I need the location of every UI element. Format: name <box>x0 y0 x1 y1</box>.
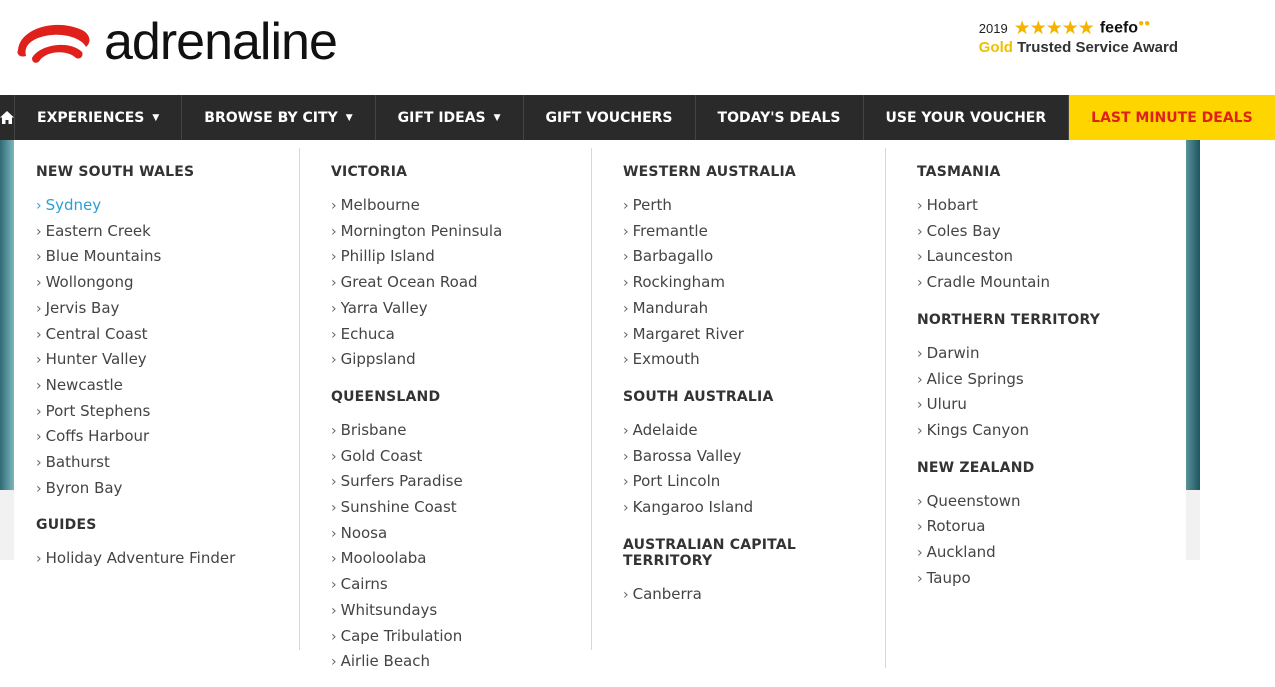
city-link[interactable] <box>917 514 1100 540</box>
city-link-label: Cairns <box>340 575 388 594</box>
city-link-label: Gold Coast <box>340 446 423 465</box>
feefo-brand-text: feefo <box>1099 19 1139 37</box>
city-link-label: Rockingham <box>632 273 725 292</box>
city-link-label: Coffs Harbour <box>45 427 150 446</box>
chevron-right-icon: › <box>36 198 42 214</box>
city-link-label: Cradle Mountain <box>926 273 1051 292</box>
chevron-right-icon: › <box>331 352 337 369</box>
city-link[interactable] <box>623 270 796 296</box>
city-link[interactable] <box>623 193 796 219</box>
region-links-nsw <box>36 193 235 501</box>
city-link-label: Yarra Valley <box>340 298 428 317</box>
site-header <box>0 0 1200 95</box>
chevron-right-icon: › <box>623 326 629 343</box>
city-link-label: Auckland <box>926 543 996 562</box>
nav-home[interactable] <box>0 95 15 140</box>
chevron-right-icon: › <box>917 545 923 562</box>
city-link-label: Whitsundays <box>340 600 438 619</box>
chevron-right-icon: › <box>36 377 42 394</box>
region-links-vic <box>331 193 502 373</box>
chevron-right-icon: › <box>623 474 629 491</box>
chevron-right-icon: › <box>331 198 337 214</box>
city-link-label: Darwin <box>926 343 980 362</box>
city-link-label: Kings Canyon <box>926 420 1029 439</box>
nav-label: EXPERIENCES <box>37 109 145 126</box>
city-link[interactable] <box>623 244 796 270</box>
chevron-right-icon: › <box>917 493 923 510</box>
chevron-right-icon: › <box>36 551 42 568</box>
chevron-right-icon: › <box>623 586 629 603</box>
city-link[interactable] <box>36 373 235 399</box>
nav-label: TODAY'S DEALS <box>717 109 841 126</box>
chevron-right-icon: › <box>623 448 629 465</box>
city-link[interactable] <box>331 521 502 547</box>
city-link-label: Great Ocean Road <box>340 273 478 292</box>
chevron-right-icon: › <box>623 223 629 240</box>
city-link-label: Alice Springs <box>926 369 1024 388</box>
city-link-label: Mooloolaba <box>340 549 427 568</box>
region-links-guides <box>36 546 235 572</box>
chevron-right-icon: › <box>623 300 629 317</box>
region-title-act <box>623 537 796 569</box>
city-link[interactable] <box>36 322 235 348</box>
city-link-label: Margaret River <box>632 324 744 343</box>
region-title-sa: SOUTH AUSTRALIA <box>623 388 774 405</box>
city-link[interactable] <box>36 399 235 425</box>
chevron-right-icon: › <box>917 345 923 362</box>
nav-label: GIFT IDEAS <box>397 109 486 126</box>
chevron-right-icon: › <box>36 275 42 292</box>
region-links-tas <box>917 193 1100 296</box>
nav-browse-by-city[interactable] <box>182 95 375 140</box>
chevron-right-icon: › <box>917 223 923 240</box>
city-link[interactable] <box>623 495 796 521</box>
nav-label: LAST MINUTE DEALS <box>1091 109 1253 126</box>
city-link-label: Brisbane <box>340 420 407 439</box>
city-link[interactable] <box>917 566 1100 592</box>
city-link-label: Jervis Bay <box>45 298 120 317</box>
region-title-act-line2: TERRITORY <box>623 552 713 569</box>
nav-experiences[interactable] <box>15 95 182 140</box>
chevron-right-icon: › <box>331 474 337 491</box>
city-link-label: Taupo <box>926 568 971 587</box>
home-icon <box>0 111 14 124</box>
city-link[interactable] <box>623 418 796 444</box>
caret-down-icon: ▼ <box>152 112 160 123</box>
region-links-act <box>623 582 796 608</box>
nav-todays-deals[interactable] <box>696 95 864 140</box>
chevron-right-icon: › <box>917 397 923 414</box>
city-link[interactable] <box>331 624 502 650</box>
city-link-label: Sunshine Coast <box>340 498 457 517</box>
chevron-right-icon: › <box>331 448 337 465</box>
city-link[interactable] <box>623 322 796 348</box>
region-title-nsw: NEW SOUTH WALES <box>36 164 195 180</box>
city-link-label: Launceston <box>926 247 1014 266</box>
region-links-wa <box>623 193 796 373</box>
site-logo[interactable] <box>12 14 337 70</box>
city-link[interactable] <box>331 444 502 470</box>
region-title-wa: WESTERN AUSTRALIA <box>623 164 796 180</box>
region-title-vic: VICTORIA <box>331 164 408 180</box>
city-link[interactable] <box>331 495 502 521</box>
city-link[interactable] <box>623 582 796 608</box>
chevron-right-icon: › <box>36 403 42 420</box>
region-title-nt: NORTHERN TERRITORY <box>917 311 1101 328</box>
city-link-label: Bathurst <box>45 453 110 472</box>
city-link-label: Surfers Paradise <box>340 472 463 491</box>
city-link[interactable] <box>331 469 502 495</box>
region-links-qld <box>331 418 502 675</box>
city-link-label: Wollongong <box>45 273 134 292</box>
chevron-right-icon: › <box>331 551 337 568</box>
city-link-label: Eastern Creek <box>45 221 151 240</box>
main-nav <box>0 95 1253 140</box>
nav-last-minute-deals[interactable] <box>1069 95 1275 140</box>
chevron-right-icon: › <box>331 577 337 594</box>
column-divider <box>299 148 300 650</box>
region-links-nt <box>917 341 1100 444</box>
city-link[interactable] <box>917 341 1100 367</box>
city-link-label: Gippsland <box>340 350 416 369</box>
chevron-right-icon: › <box>623 422 629 439</box>
chevron-right-icon: › <box>917 570 923 587</box>
region-title-guides: GUIDES <box>36 517 97 534</box>
city-link-label: Melbourne <box>340 196 420 214</box>
chevron-right-icon: › <box>331 628 337 645</box>
city-link-label: Queenstown <box>926 491 1021 510</box>
feefo-dots-icon: ●● <box>1138 18 1151 30</box>
chevron-right-icon: › <box>36 249 42 266</box>
chevron-right-icon: › <box>331 300 337 317</box>
city-link-label: Canberra <box>632 584 702 603</box>
city-link-label: Central Coast <box>45 324 148 343</box>
chevron-right-icon: › <box>36 223 42 240</box>
city-link[interactable] <box>331 322 502 348</box>
city-link-label: Echuca <box>340 324 395 343</box>
nav-label: GIFT VOUCHERS <box>545 109 673 126</box>
chevron-right-icon: › <box>36 455 42 472</box>
chevron-right-icon: › <box>331 422 337 439</box>
city-link[interactable] <box>36 450 235 476</box>
award-gold-text: Gold <box>978 39 1013 56</box>
chevron-right-icon: › <box>36 480 42 497</box>
chevron-right-icon: › <box>36 352 42 369</box>
city-link[interactable] <box>331 296 502 322</box>
nav-label: USE YOUR VOUCHER <box>885 109 1047 126</box>
city-link-label: Coles Bay <box>926 221 1001 240</box>
city-link-label: Uluru <box>926 395 967 414</box>
chevron-right-icon: › <box>623 352 629 369</box>
menu-column-4 <box>917 164 1100 591</box>
chevron-right-icon: › <box>331 249 337 266</box>
chevron-right-icon: › <box>917 249 923 266</box>
award-year: 2019 <box>978 20 1008 36</box>
city-link[interactable] <box>917 392 1100 418</box>
logo-wordmark: adrenaline <box>104 13 337 71</box>
chevron-right-icon: › <box>331 275 337 292</box>
nav-gift-ideas[interactable] <box>376 95 524 140</box>
city-link-label: Mornington Peninsula <box>340 221 503 240</box>
city-link[interactable] <box>623 469 796 495</box>
city-link[interactable] <box>623 444 796 470</box>
chevron-right-icon: › <box>36 300 42 317</box>
city-link-label: Hobart <box>926 196 978 214</box>
city-link-label: Barbagallo <box>632 247 714 266</box>
chevron-right-icon: › <box>331 500 337 517</box>
city-link-label: Newcastle <box>45 375 123 394</box>
city-link[interactable] <box>36 244 235 270</box>
column-divider <box>885 148 886 668</box>
city-link[interactable] <box>36 219 235 245</box>
city-link-label: Fremantle <box>632 221 708 240</box>
city-link-label: Rotorua <box>926 517 986 536</box>
city-link[interactable] <box>36 424 235 450</box>
chevron-right-icon: › <box>331 602 337 619</box>
chevron-right-icon: › <box>917 371 923 388</box>
city-link[interactable] <box>917 489 1100 515</box>
region-title-tas: TASMANIA <box>917 164 1001 180</box>
chevron-right-icon: › <box>917 519 923 536</box>
region-links-sa <box>623 418 796 521</box>
menu-column-3 <box>623 164 796 607</box>
city-link-label: Mandurah <box>632 298 709 317</box>
city-link[interactable] <box>331 244 502 270</box>
caret-down-icon: ▼ <box>493 112 501 123</box>
city-link[interactable] <box>36 270 235 296</box>
chevron-right-icon: › <box>331 525 337 542</box>
city-link-label: Phillip Island <box>340 247 435 266</box>
chevron-right-icon: › <box>623 249 629 266</box>
city-link-label: Byron Bay <box>45 478 123 497</box>
guide-link[interactable] <box>36 546 235 572</box>
city-link-label: Hunter Valley <box>45 350 147 369</box>
rating-stars-icon: ★★★★★ <box>1013 17 1094 39</box>
city-link-label: Exmouth <box>632 350 700 369</box>
city-link-label: Noosa <box>340 523 388 542</box>
browse-by-city-mega-menu <box>14 140 1186 687</box>
chevron-right-icon: › <box>917 275 923 292</box>
nav-gift-vouchers[interactable] <box>524 95 696 140</box>
region-links-nz <box>917 489 1100 592</box>
city-link[interactable] <box>917 270 1100 296</box>
city-link-label: Airlie Beach <box>340 652 431 671</box>
column-divider <box>591 148 592 650</box>
city-link-label: Blue Mountains <box>45 247 162 266</box>
city-link[interactable] <box>623 296 796 322</box>
logo-swoosh-icon <box>12 14 94 70</box>
city-link[interactable] <box>331 572 502 598</box>
city-link[interactable] <box>36 296 235 322</box>
city-link-label: Perth <box>632 196 672 214</box>
city-link[interactable] <box>623 347 796 373</box>
menu-column-2 <box>331 164 502 675</box>
city-link[interactable] <box>331 347 502 373</box>
city-link[interactable] <box>623 219 796 245</box>
city-link[interactable] <box>331 418 502 444</box>
caret-down-icon: ▼ <box>345 112 353 123</box>
city-link[interactable] <box>331 193 502 219</box>
city-link[interactable] <box>917 418 1100 444</box>
chevron-right-icon: › <box>36 326 42 343</box>
award-title-text: Trusted Service Award <box>1017 39 1178 56</box>
chevron-right-icon: › <box>623 198 629 214</box>
city-link[interactable] <box>331 219 502 245</box>
city-link[interactable] <box>331 649 502 675</box>
nav-label: BROWSE BY CITY <box>204 109 338 126</box>
region-title-nz: NEW ZEALAND <box>917 459 1035 476</box>
city-link[interactable] <box>917 540 1100 566</box>
city-link[interactable] <box>36 347 235 373</box>
chevron-right-icon: › <box>623 275 629 292</box>
city-link-label: Adelaide <box>632 420 698 439</box>
city-link[interactable] <box>917 244 1100 270</box>
region-title-act-line1: AUSTRALIAN CAPITAL <box>623 536 796 553</box>
city-link[interactable] <box>331 598 502 624</box>
chevron-right-icon: › <box>331 326 337 343</box>
city-link-label: Port Stephens <box>45 401 151 420</box>
chevron-right-icon: › <box>331 654 337 671</box>
city-link-label: Sydney <box>45 196 102 214</box>
feefo-logo <box>1100 18 1150 37</box>
city-link[interactable] <box>36 193 235 219</box>
chevron-right-icon: › <box>623 500 629 517</box>
region-title-qld: QUEENSLAND <box>331 388 441 405</box>
chevron-right-icon: › <box>917 422 923 439</box>
city-link[interactable] <box>917 367 1100 393</box>
city-link[interactable] <box>917 219 1100 245</box>
city-link[interactable] <box>36 476 235 502</box>
nav-use-your-voucher[interactable] <box>864 95 1070 140</box>
chevron-right-icon: › <box>331 223 337 240</box>
chevron-right-icon: › <box>36 429 42 446</box>
city-link-label: Kangaroo Island <box>632 498 754 517</box>
city-link-label: Barossa Valley <box>632 446 742 465</box>
feefo-award-badge[interactable] <box>979 18 1178 56</box>
city-link[interactable] <box>331 546 502 572</box>
city-link-label: Port Lincoln <box>632 472 721 491</box>
chevron-right-icon: › <box>917 198 923 214</box>
guide-link-label: Holiday Adventure Finder <box>45 549 236 568</box>
city-link[interactable] <box>331 270 502 296</box>
menu-column-1 <box>36 164 235 572</box>
city-link[interactable] <box>917 193 1100 219</box>
city-link-label: Cape Tribulation <box>340 626 463 645</box>
